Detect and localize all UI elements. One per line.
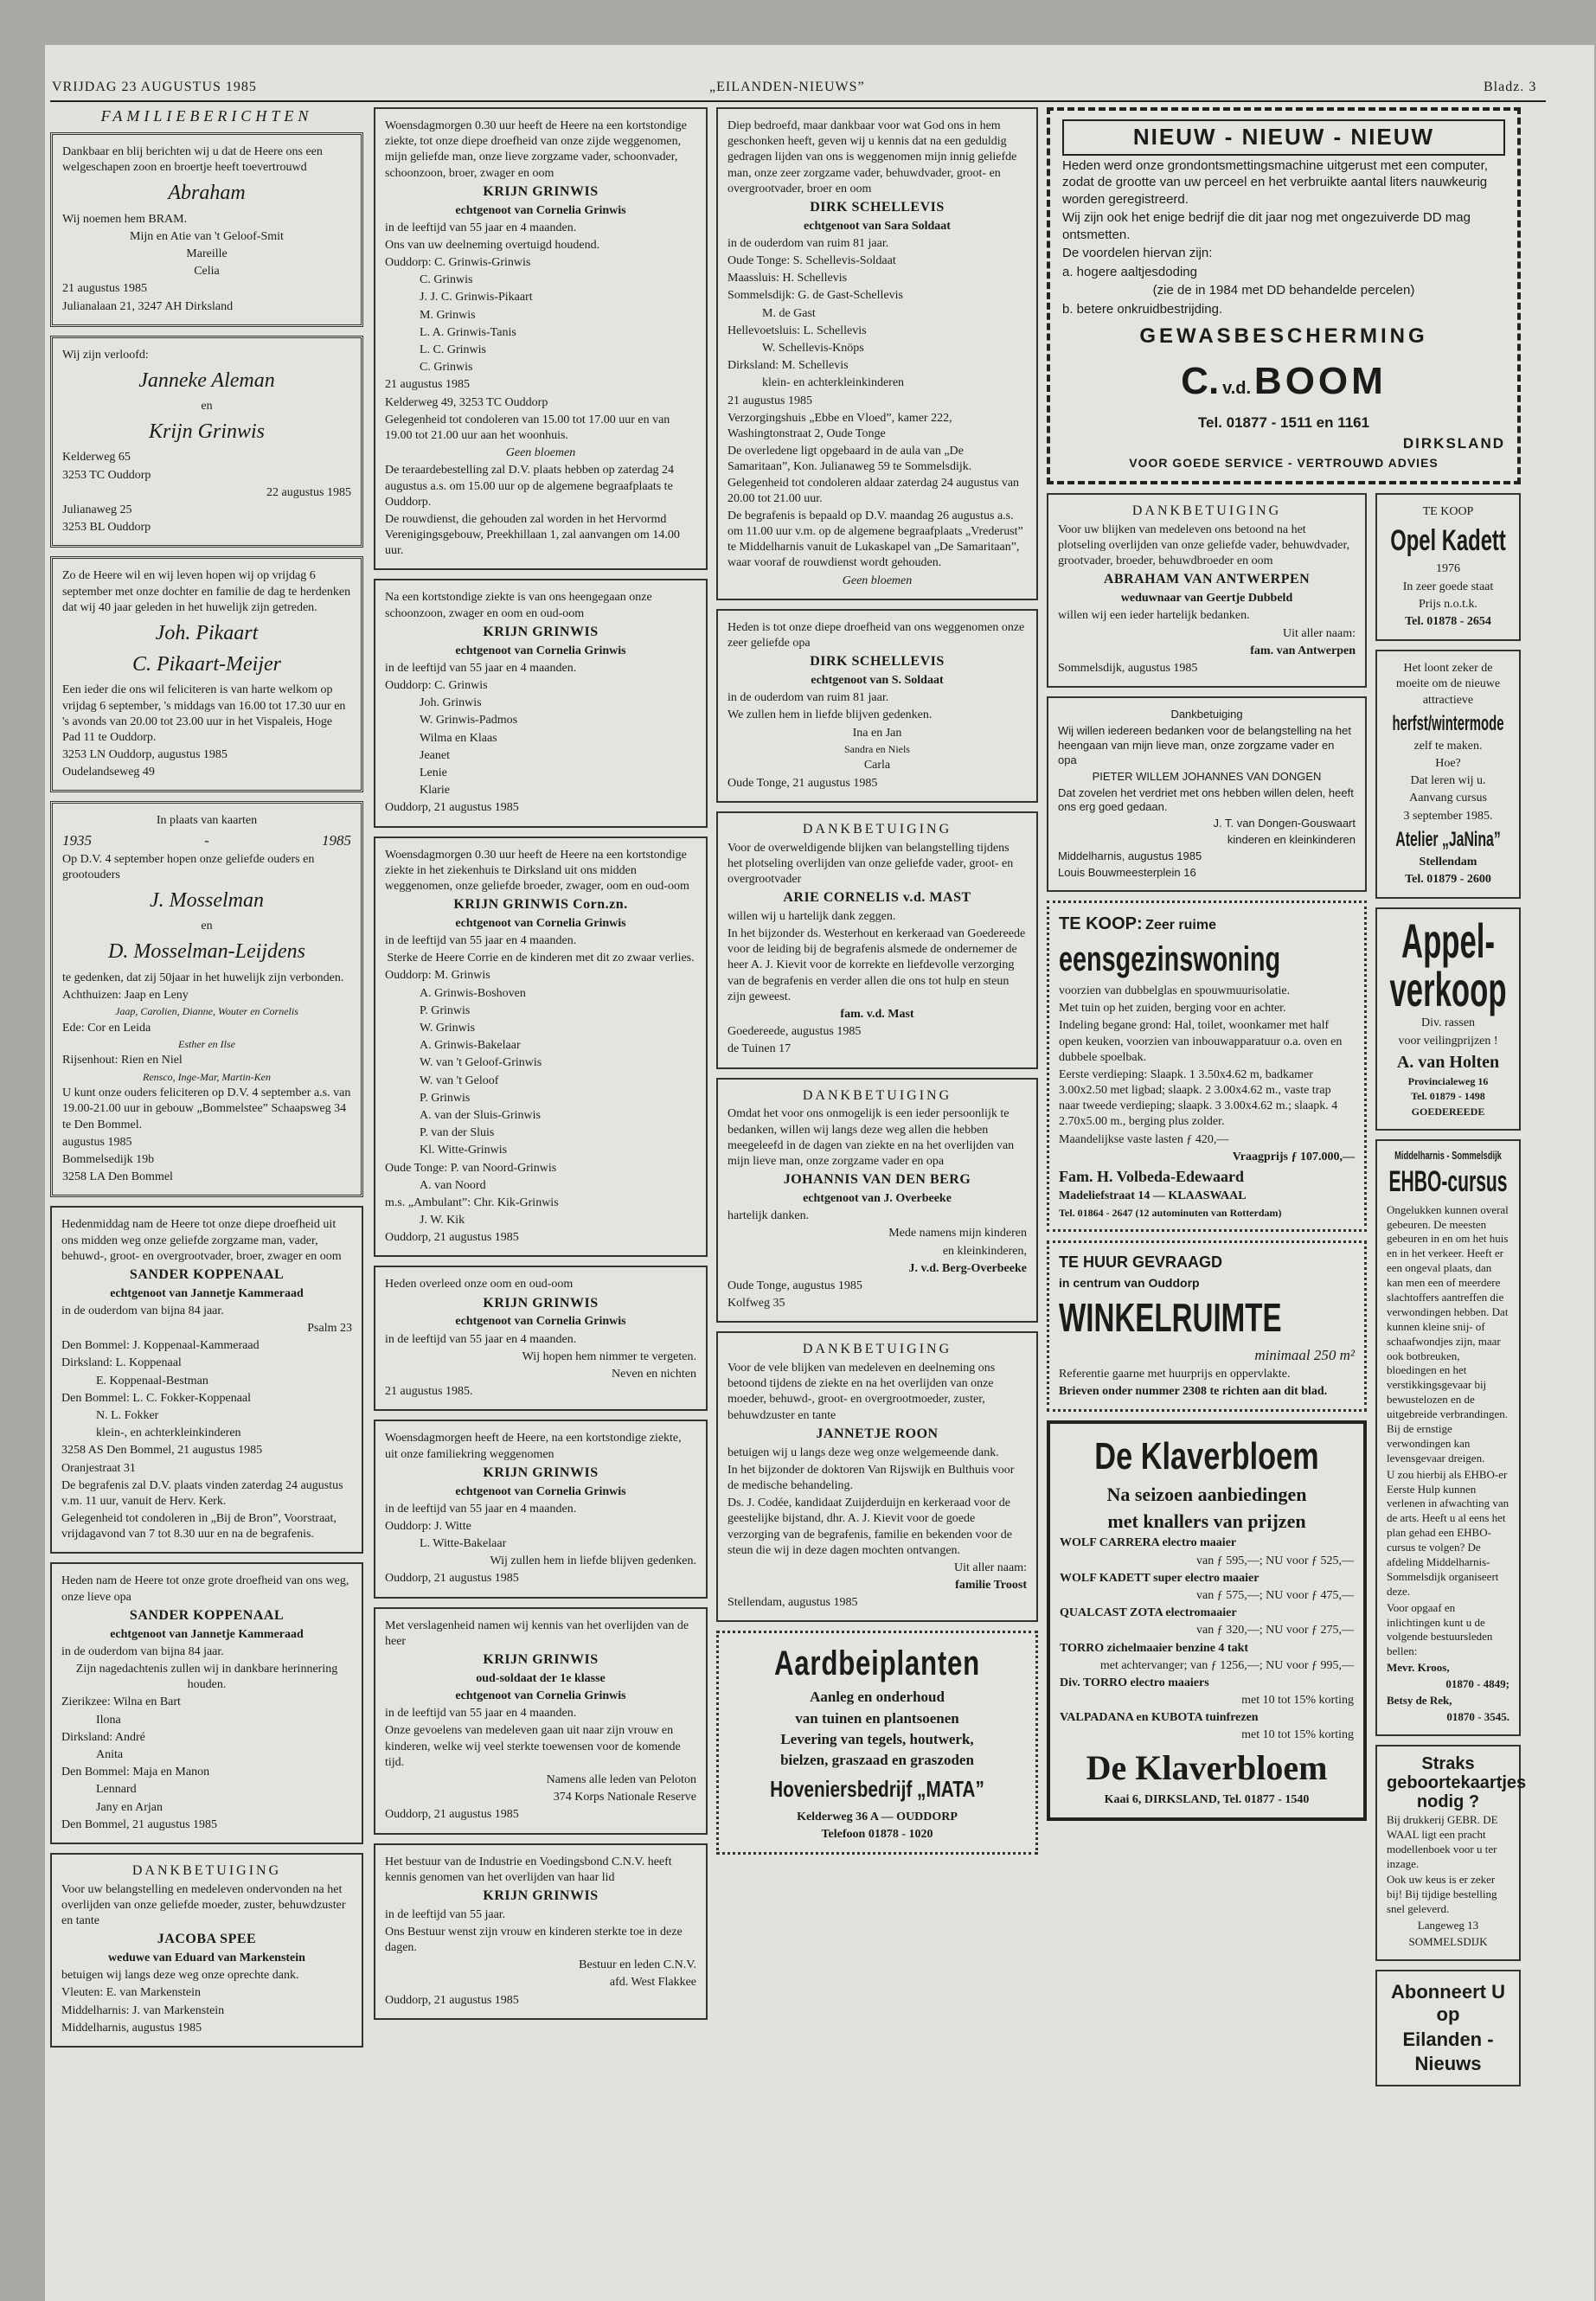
- column-1: [50, 107, 363, 2056]
- obituary-schellevis-2: Heden is tot onze diepe droefheid van ons weggenomen onze zeer geliefde opa DIRK SCHELLEVIS echtgenoot van S. Soldaat in de ouderdom van ruim 81 jaar. We zullen hem in liefde blijven gedenken. Ina en Jan Sandra en Niels Carla Oude Tonge, 21 augustus 1985: [716, 609, 1038, 803]
- col4-split: [1047, 493, 1527, 2095]
- page-date: VRIJDAG 23 AUGUSTUS 1985: [52, 80, 257, 94]
- page-number: Bladz. 3: [1484, 80, 1537, 94]
- thanks-vd-mast: DANKBETUIGING Voor de overweldigende blijken van belangstelling tijdens het plotseling overlijden van onze geliefde vader, groot- en overgrootvader ARIE CORNELIS v.d. MAST willen wij u hartelijk dank zeggen. In het bijzonder ds. Westerhout en kerkeraad van Goedereede voor de leiding bij de begrafenis alsmede de ondernemer de heer A. J. Kievit voor de korrekte en liefdevolle verzorging van de begrafenis en verder allen die ons tot hulp en steun zijn geweest. fam. v.d. Mast Goedereede, augustus 1985 de Tuinen 17: [716, 811, 1038, 1069]
- thanks-spee: DANKBETUIGING Voor uw belangstelling en medeleven ondervonden na het overlijden van onze geliefde moeder, zuster, behuwdzuster en tante JACOBA SPEE weduwe van Eduard van Markenstein betuigen wij langs deze weg onze oprechte dank. Vleuten: E. van Markenstein Middelharnis: J. van Markenstein Middelharnis, augustus 1985: [50, 1853, 363, 2048]
- wedding-anniversary-40: Zo de Heere wil en wij leven hopen wij op vrijdag 6 september met onze dochter en familie de dag te herdenken dat wij 40 jaar geleden in het huwelijk zijn getreden. Joh. Pikaart C. Pikaart-Meijer Een ieder die ons wil feliciteren is van harte welkom op vrijdag 6 september, 's middags van 16.00 tot 17.30 uur en 's avonds van 20.00 tot 23.00 uur in het Vispaleis, Hoge Pad 11 te Ouddorp. 3253 LN Ouddorp, augustus 1985 Oudelandseweg 49: [50, 556, 363, 792]
- obituary-grinwis-5: Woensdagmorgen heeft de Heere, na een kortstondige ziekte, uit onze familiekring weggenomen KRIJN GRINWIS echtgenoot van Cornelia Grinwis in de leeftijd van 55 jaar en 4 maanden. Ouddorp: J. Witte L. Witte-Bakelaar Wij zullen hem in liefde blijven gedenken. Ouddorp, 21 augustus 1985: [374, 1420, 708, 1598]
- obituary-grinwis-1: Woensdagmorgen 0.30 uur heeft de Heere na een kortstondige ziekte, tot onze diepe droefheid van onze zijde weggenomen, mijn geliefde man, onze lieve zorgzame vader, schoonvader, schoonzoon, broer, zwager en oom KRIJN GRINWIS echtgenoot van Cornelia Grinwis in de leeftijd van 55 jaar en 4 maanden. Ons van uw deelneming overtuigd houdend. Ouddorp: C. Grinwis-Grinwis C. Grinwis J. J. C. Grinwis-Pikaart M. Grinwis L. A. Grinwis-Tanis L. C. Grinwis C. Grinwis 21 augustus 1985 Kelderweg 49, 3253 TC Ouddorp Gelegenheid tot condoleren van 15.00 tot 17.00 uur en van 19.00 tot 21.00 uur aan het woonhuis. Geen bloemen De teraardebestelling zal D.V. plaats hebben op zaterdag 24 augustus a.s. om 15.00 uur op de algemene begraafplaats te Ouddorp. De rouwdienst, die gehouden zal worden in het Hervormd Verenigingsgebouw, Preekhillaan 1, zal aanvangen om 14.00 uur.: [374, 107, 708, 570]
- ad-mata: Aardbeiplanten Aanleg en onderhoud van tuinen en plantsoenen Levering van tegels, houtwerk, bielzen, graszaad en graszoden Hoveniersbedrijf „MATA” Kelderweg 36 A — OUDDORP Telefoon 01878 - 1020: [716, 1631, 1038, 1855]
- engagement-announcement: Wij zijn verloofd: Janneke Aleman en Krijn Grinwis Kelderweg 65 3253 TC Ouddorp 22 augustus 1985 Julianaweg 25 3253 BL Ouddorp: [50, 336, 363, 548]
- ad-eensgezinswoning: TE KOOP: Zeer ruime eensgezinswoning voorzien van dubbelglas en spouwmuurisolatie. Met tuin op het zuiden, berging voor en achter. Indeling begane grond: Hal, toilet, woonkamer met half open keuken, voorzien van inbouwapparatuur o.a. oven en dubbele spoelbak. Eerste verdieping: Slaapk. 1 3.50x4.62 m, badkamer 3.00x2.50 met ligbad; slaapk. 2 3.00x4.62 m., vaste trap naar tweede verdieping; slaapk. 3 3.00x4.62 m.; slaapk. 4 2.70x5.00 m., berging plus zolder. Maandelijkse vaste lasten ƒ 420,— Vraagprijs ƒ 107.000,— Fam. H. Volbeda-Edewaard Madeliefstraat 14 — KLAASWAAL Tel. 01864 - 2647 (12 autominuten van Rotterdam): [1047, 901, 1367, 1232]
- thanks-van-dongen: Dankbetuiging Wij willen iedereen bedanken voor de belangstelling na het heengaan van mijn lieve man, onze zorgzame vader en opa PIETER WILLEM JOHANNES VAN DONGEN Dat zovelen het verdriet met ons hebben willen delen, heeft ons erg goed gedaan. J. T. van Dongen-Gouswaart kinderen en kleinkinderen Middelharnis, augustus 1985 Louis Bouwmeesterplein 16: [1047, 696, 1367, 892]
- ad-abonnement: Abonneert U op Eilanden - Nieuws: [1375, 1970, 1521, 2087]
- obituary-koppenaal-1: Hedenmiddag nam de Heere tot onze diepe droefheid uit ons midden weg onze geliefde zorgzame man, vader, behuwd-, groot- en overgrootvader, broer, zwager en oom SANDER KOPPENAAL echtgenoot van Jannetje Kammeraad in de ouderdom van bijna 84 jaar. Psalm 23 Den Bommel: J. Koppenaal-Kammeraad Dirksland: L. Koppenaal E. Koppenaal-Bestman Den Bommel: L. C. Fokker-Koppenaal N. L. Fokker klein-, en achterkleinkinderen 3258 AS Den Bommel, 21 augustus 1985 Oranjestraat 31 De begrafenis zal D.V. plaats vinden zaterdag 24 augustus v.m. 11 uur, vanuit de Herv. Kerk. Gelegenheid tot condoleren in „Bij de Bron”, Voorstraat, vrijdagavond van 7 tot 8.30 uur en na de begrafenis.: [50, 1206, 363, 1554]
- obituary-grinwis-2: Na een kortstondige ziekte is van ons heengegaan onze schoonzoon, zwager en oom en oud-oom KRIJN GRINWIS echtgenoot van Cornelia Grinwis in de leeftijd van 55 jaar en 4 maanden. Ouddorp: C. Grinwis Joh. Grinwis W. Grinwis-Padmos Wilma en Klaas Jeanet Lenie Klarie Ouddorp, 21 augustus 1985: [374, 579, 708, 827]
- section-title: FAMILIEBERICHTEN: [100, 107, 313, 125]
- wedding-anniversary-50: In plaats van kaarten 1935 - 1985 Op D.V. 4 september hopen onze geliefde ouders en grootouders J. Mosselman en D. Mosselman-Leijdens te gedenken, dat zij 50jaar in het huwelijk zijn verbonden. Achthuizen: Jaap en Leny Jaap, Carolien, Dianne, Wouter en Cornelis Ede: Cor en Leida Esther en Ilse Rijsenhout: Rien en Niel Rensco, Inge-Mar, Martin-Ken U kunt onze ouders feliciteren op D.V. 4 september a.s. van 19.00-21.00 uur in gebouw „Bommelstee” Schaapsweg 34 te Den Bommel. augustus 1985 Bommelsedijk 19b 3258 LA Den Bommel: [50, 801, 363, 1197]
- col5: [1375, 493, 1527, 2095]
- birth-announcement: Dankbaar en blij berichten wij u dat de Heere ons een welgeschapen zoon en broertje heeft toevertrouwd Abraham Wij noemen hem BRAM. Mijn en Atie van 't Geloof-Smit Mareille Celia 21 augustus 1985 Julianalaan 21, 3247 AH Dirksland: [50, 132, 363, 327]
- header-rule: [50, 100, 1546, 102]
- ad-winkelruimte: TE HUUR GEVRAAGD in centrum van Ouddorp WINKELRUIMTE minimaal 250 m² Referentie gaarne met huurprijs en oppervlakte. Brieven onder nummer 2308 te richten aan dit blad.: [1047, 1240, 1367, 1412]
- ad-klaverbloem: De Klaverbloem Na seizoen aanbiedingen met knallers van prijzen WOLF CARRERA electro maaier van ƒ 595,—; NU voor ƒ 525,— WOLF KADETT super electro maaier van ƒ 575,—; NU voor ƒ 475,— QUALCAST ZOTA electromaaier van ƒ 320,—; NU voor ƒ 275,— TORRO zichelmaaier benzine 4 takt met achtervanger; van ƒ 1256,—; NU voor ƒ 995,— Div. TORRO electro maaiers met 10 tot 15% korting VALPADANA en KUBOTA tuinfrezen met 10 tot 15% korting De Klaverbloem Kaai 6, DIRKSLAND, Tel. 01877 - 1540: [1047, 1420, 1367, 1821]
- thanks-antwerpen: DANKBETUIGING Voor uw blijken van medeleven ons betoond na het plotseling overlijden van onze geliefde vader, behuwdvader, grootvader, broeder, behuwdbroeder en oom ABRAHAM VAN ANTWERPEN weduwnaar van Geertje Dubbeld willen wij een ieder hartelijk bedanken. Uit aller naam: fam. van Antwerpen Sommelsdijk, augustus 1985: [1047, 493, 1367, 688]
- column-2: [374, 107, 708, 2029]
- obituary-koppenaal-2: Heden nam de Heere tot onze grote droefheid van ons weg, onze lieve opa SANDER KOPPENAAL echtgenoot van Jannetje Kammeraad in de ouderdom van bijna 84 jaar. Zijn nagedachtenis zullen wij in dankbare herinnering houden. Zierikzee: Wilna en Bart Ilona Dirksland: André Anita Den Bommel: Maja en Manon Lennard Jany en Arjan Den Bommel, 21 augustus 1985: [50, 1562, 363, 1843]
- newspaper-title: „EILANDEN-NIEUWS”: [709, 80, 865, 94]
- obituary-schellevis-1: Diep bedroefd, maar dankbaar voor wat God ons in hem geschonken heeft, geven wij u kennis dat na een geduldig gedragen lijden van ons is weggenomen mijn innig geliefde man, onze zeer zorgzame vader, behuwdvader, groot- en overgrootvader, broer en oom DIRK SCHELLEVIS echtgenoot van Sara Soldaat in de ouderdom van ruim 81 jaar. Oude Tonge: S. Schellevis-Soldaat Maassluis: H. Schellevis Sommelsdijk: G. de Gast-Schellevis M. de Gast Hellevoetsluis: L. Schellevis W. Schellevis-Knöps Dirksland: M. Schellevis klein- en achterkleinkinderen 21 augustus 1985 Verzorgingshuis „Ebbe en Vloed”, kamer 222, Washingtonstraat 2, Oude Tonge De overledene ligt opgebaard in de aula van „De Samaritaan”, Kon. Julianaweg 59 te Sommelsdijk. Gelegenheid tot condoleren aldaar zaterdag 24 augustus van 20.00 tot 21.00 uur. De begrafenis is bepaald op D.V. maandag 26 augustus a.s. om 11.00 uur v.m. op de algemene begraafplaats „Vrederust” te Middelharnis vanuit de Lukaskapel van „De Samaritaan”, waar vooraf de rouwdienst wordt gehouden. Geen bloemen: [716, 107, 1038, 600]
- obituary-grinwis-7: Het bestuur van de Industrie en Voedingsbond C.N.V. heeft kennis genomen van het overlijden van haar lid KRIJN GRINWIS in de leeftijd van 55 jaar. Ons Bestuur wenst zijn vrouw en kinderen sterkte toe in deze dagen. Bestuur en leden C.N.V. afd. West Flakkee Ouddorp, 21 augustus 1985: [374, 1843, 708, 2020]
- vd-boom-logo: C. v.d. BOOM: [1181, 360, 1387, 403]
- column-3: [716, 107, 1038, 1863]
- ad-vd-boom: NIEUW - NIEUW - NIEUW Heden werd onze grondontsmettingsmachine uitgerust met een computer, zodat de grootte van uw perceel en het verbruikte aantal liters nauwkeurig worden geregistreerd. Wij zijn ook het enige bedrijf die dit jaar nog met ongezuiverde DD mag ontsmetten. De voordelen hiervan zijn: a. hogere aaltjesdoding (zie de in 1984 met DD behandelde percelen) b. betere onkruidbestrijding. GEWASBESCHERMING C. v.d. BOOM Tel. 01877 - 1511 en 1161 DIRKSLAND VOOR GOEDE SERVICE - VERTROUWD ADVIES: [1047, 107, 1521, 484]
- ad-ehbo: Middelharnis - Sommelsdijk EHBO-cursus Ongelukken kunnen overal gebeuren. De meesten gebeuren in en om het huis en in het verkeer. Heeft er een ongeval plaats, dan kan men een of meerdere slachtoffers aantreffen die verwondingen hebben. Dat kunnen kleine snij- of schaafwondjes zijn, maar ook botbreuken, bloedingen en het verstikkingsgevaar bij bewustelozen en de uitgebreide verbrandingen. Bij de ernstige verwondingen kan levensgevaar dreigen. U zou hierbij als EHBO-er Eerste Hulp kunnen verlenen in afwachting van de arts. Heeft u al eens het plan gehad een EHBO-cursus te volgen? De afdeling Middelharnis-Sommelsdijk organiseert deze. Voor opgaaf en inlichtingen kunt u de volgende bestuursleden bellen: Mevr. Kroos, 01870 - 4849; Betsy de Rek, 01870 - 3545.: [1375, 1139, 1521, 1736]
- ad-appelverkoop: Appel- verkoop Div. rassen voor veilingprijzen ! A. van Holten Provincialeweg 16 Tel. 01879 - 1498 GOEDEREEDE: [1375, 907, 1521, 1130]
- thanks-roon: DANKBETUIGING Voor de vele blijken van medeleven en deelneming ons betoond tijdens de ziekte en na het overlijden van onze moeder, behuwd-, groot- en overgrootmoeder, zuster, behuwdzuster en tante JANNETJE ROON betuigen wij u langs deze weg onze welgemeende dank. In het bijzonder de doktoren Van Rijswijk en Bulthuis voor de medische behandeling. Ds. J. Codée, kandidaat Zuijderduijn en kerkeraad voor de geestelijke bijstand, dhr. A. J. Kievit voor de goede verzorging van de begrafenis, familie en bekenden voor de steun die wij in deze dagen mochten ontvangen. Uit aller naam: familie Troost Stellendam, augustus 1985: [716, 1331, 1038, 1622]
- col4-left: [1047, 493, 1367, 2095]
- ad-atelier-janina: Het loont zeker de moeite om de nieuwe attractieve herfst/wintermode zelf te maken. Hoe? Dat leren wij u. Aanvang cursus 3 september 1985. Atelier „JaNina” Stellendam Tel. 01879 - 2600: [1375, 650, 1521, 899]
- ad-geboortekaartjes: Straks geboortekaartjes nodig ? Bij drukkerij GEBR. DE WAAL ligt een pracht modellenboek voor u ter inzage. Ook uw keus is er zeker bij! Bij tijdige bestelling snel geleverd. Langeweg 13 SOMMELSDIJK: [1375, 1745, 1521, 1961]
- thanks-vd-berg: DANKBETUIGING Omdat het voor ons onmogelijk is een ieder persoonlijk te bedanken, willen wij langs deze weg allen die hebben meegeleefd in de dagen van ziekte en na het overlijden van mijn lieve man, onze zorgzame vader en opa JOHANNIS VAN DEN BERG echtgenoot van J. Overbeeke hartelijk danken. Mede namens mijn kinderen en kleinkinderen, J. v.d. Berg-Overbeeke Oude Tonge, augustus 1985 Kolfweg 35: [716, 1078, 1038, 1324]
- obituary-grinwis-3: Woensdagmorgen 0.30 uur heeft de Heere na een kortstondige ziekte in het ziekenhuis te Dirksland uit ons midden weggenomen, onze geliefde broeder, zwager, oom en oud-oom KRIJN GRINWIS Corn.zn. echtgenoot van Cornelia Grinwis in de leeftijd van 55 jaar en 4 maanden. Sterke de Heere Corrie en de kinderen met dit zo zwaar verlies. Ouddorp: M. Grinwis A. Grinwis-Boshoven P. Grinwis W. Grinwis A. Grinwis-Bakelaar W. van 't Geloof-Grinwis W. van 't Geloof P. Grinwis A. van der Sluis-Grinwis P. van der Sluis Kl. Witte-Grinwis Oude Tonge: P. van Noord-Grinwis A. van Noord m.s. „Ambulant”: Chr. Kik-Grinwis J. W. Kik Ouddorp, 21 augustus 1985: [374, 836, 708, 1258]
- obituary-grinwis-6: Met verslagenheid namen wij kennis van het overlijden van de heer KRIJN GRINWIS oud-soldaat der 1e klasse echtgenoot van Cornelia Grinwis in de leeftijd van 55 jaar en 4 maanden. Onze gevoelens van medeleven gaan uit naar zijn vrouw en kinderen, welke wij veel sterkte toewensen voor de komende tijd. Namens alle leden van Peloton 374 Korps Nationale Reserve Ouddorp, 21 augustus 1985: [374, 1607, 708, 1835]
- ad-opel-kadett: TE KOOP Opel Kadett 1976 In zeer goede staat Prijs n.o.t.k. Tel. 01878 - 2654: [1375, 493, 1521, 641]
- column-4: [1047, 107, 1527, 2095]
- obituary-grinwis-4: Heden overleed onze oom en oud-oom KRIJN GRINWIS echtgenoot van Cornelia Grinwis in de leeftijd van 55 jaar en 4 maanden. Wij hopen hem nimmer te vergeten. Neven en nichten 21 augustus 1985.: [374, 1266, 708, 1411]
